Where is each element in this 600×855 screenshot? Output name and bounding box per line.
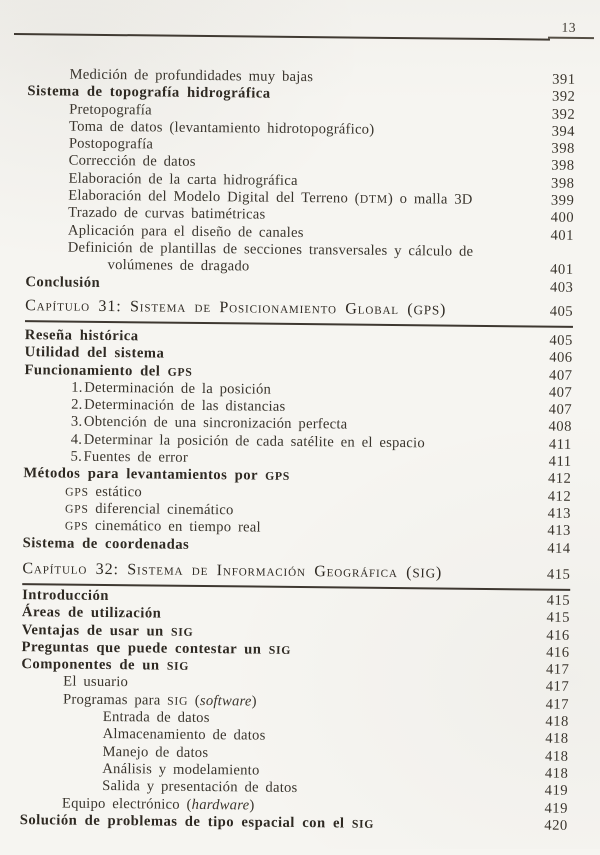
leader-space xyxy=(196,166,539,170)
toc-page-number: 407 xyxy=(548,367,573,384)
entry-text: ) xyxy=(435,564,443,582)
entry-text: ) xyxy=(251,693,257,710)
toc-entry-label xyxy=(22,587,109,605)
entry-text: Capítulo 32: Sistema de Información Geográfica ( xyxy=(22,560,413,582)
entry-text: Solución de problemas de tipo espacial con el xyxy=(19,811,352,832)
entry-text: Toma de datos (levantamiento hidrotopográfico) xyxy=(68,118,375,138)
entry-text: Fuentes de error xyxy=(83,448,189,466)
toc-page-number: 401 xyxy=(550,261,574,279)
toc-entry-label xyxy=(83,449,188,467)
toc-entry-label xyxy=(20,812,375,833)
item-number: 2. xyxy=(71,396,83,413)
entry-text: Sistema de topografía hidrográfica xyxy=(27,83,271,102)
acronym-text: SIG xyxy=(351,817,375,831)
toc-entry-label xyxy=(68,205,265,224)
entry-text: Métodos para levantamientos por xyxy=(23,465,266,485)
leader-space xyxy=(128,687,533,691)
leader-space xyxy=(473,204,539,205)
leader-space xyxy=(374,828,532,830)
toc-page-number: 419 xyxy=(544,800,569,817)
entry-text: Aplicación para el diseño de canales xyxy=(67,222,304,241)
toc-entry-label xyxy=(25,327,139,345)
leader-space xyxy=(189,548,534,552)
header-rule xyxy=(14,33,550,41)
toc-section-hydrographic xyxy=(25,66,575,297)
toc-page-number: 415 xyxy=(546,592,571,609)
entry-text: Determinación de las distancias xyxy=(84,396,286,416)
toc-entry-label xyxy=(84,380,271,399)
entry-text: volúmenes de dragado xyxy=(107,257,250,275)
leader-space xyxy=(188,462,536,466)
leader-space xyxy=(161,618,534,622)
leader-space xyxy=(304,237,538,239)
toc-page-number: 414 xyxy=(547,540,571,557)
toc-page-number: 416 xyxy=(546,627,570,644)
leader-space xyxy=(152,114,539,118)
item-number: 5. xyxy=(70,448,83,465)
leader-space xyxy=(442,578,534,579)
toc-page-number: 411 xyxy=(548,453,572,470)
leader-space xyxy=(261,532,535,535)
toc-entry-label xyxy=(62,795,255,814)
leader-space xyxy=(265,219,538,222)
toc-page-number: 407 xyxy=(548,401,573,419)
acronym-text: SIG xyxy=(268,643,292,657)
toc-page-number: 392 xyxy=(551,88,576,106)
toc-entry-label xyxy=(102,761,259,780)
toc-page-number: 407 xyxy=(548,384,573,401)
italic-text: software xyxy=(199,692,252,710)
entry-text: El usuario xyxy=(63,674,129,691)
leader-space xyxy=(153,149,539,153)
entry-text: Utilidad del sistema xyxy=(24,344,165,362)
folio-rule xyxy=(548,37,594,39)
toc-entry-label xyxy=(22,604,162,623)
item-number: 4. xyxy=(70,431,83,448)
toc-entry-label xyxy=(69,153,196,172)
toc-entry-label xyxy=(65,501,234,520)
toc-page-number: 392 xyxy=(551,106,576,123)
entry-text: Determinar la posición de cada satélite en el espacio xyxy=(83,431,425,452)
toc-entry-label xyxy=(24,362,192,381)
toc-page-number: 400 xyxy=(550,210,575,227)
acronym-text: SIG xyxy=(412,565,436,581)
entry-text: Manejo de datos xyxy=(102,743,209,761)
toc-entry-label xyxy=(63,674,128,692)
leader-space xyxy=(374,134,539,136)
entry-text: ) o malla 3D xyxy=(387,191,473,208)
toc-page-number: 398 xyxy=(551,140,575,158)
entry-text: Determinación de la posición xyxy=(84,379,272,398)
toc-section-sig xyxy=(20,587,571,835)
entry-text: Reseña histórica xyxy=(24,327,139,345)
toc-entry-label xyxy=(103,709,210,727)
entry-text: Almacenamiento de datos xyxy=(102,726,266,745)
entry-text: Trazado de curvas batimétricas xyxy=(68,204,266,224)
entry-text: Postopografía xyxy=(68,135,154,153)
toc-page-number: 417 xyxy=(545,661,570,679)
acronym-text: SIG xyxy=(166,659,190,674)
toc-page-number: 403 xyxy=(549,279,574,296)
toc-page-number: 415 xyxy=(546,609,570,627)
toc-entry-label xyxy=(65,518,261,537)
entry-text: Ventajas de usar un xyxy=(21,621,172,640)
entry-text: Conclusión xyxy=(25,273,101,291)
entry-text: Introducción xyxy=(22,587,110,605)
leader-space xyxy=(347,429,535,431)
toc-entry-label xyxy=(102,744,208,762)
toc-page-number: 401 xyxy=(550,227,575,244)
acronym-text: GPS xyxy=(167,365,193,379)
toc-entry-label xyxy=(23,465,290,485)
toc-entry-label xyxy=(23,535,190,554)
entry-text: ) xyxy=(249,797,255,814)
leader-space xyxy=(298,185,539,188)
toc-entry-label xyxy=(63,691,257,710)
entry-text: ( xyxy=(188,692,201,709)
italic-text: hardware xyxy=(191,796,250,814)
toc-entry-label xyxy=(25,274,100,292)
leader-space xyxy=(193,636,533,640)
acronym-text: SIG xyxy=(170,625,194,639)
entry-text: Funcionamiento del xyxy=(24,361,168,380)
leader-space xyxy=(257,705,533,708)
leader-space xyxy=(271,98,540,101)
toc-entry-label xyxy=(25,344,165,363)
entry-text: Elaboración de la carta hidrográfica xyxy=(68,170,298,189)
toc-entry-label xyxy=(69,136,154,154)
leader-space xyxy=(189,670,533,674)
toc-page-number: 417 xyxy=(545,696,570,713)
leader-space xyxy=(260,775,533,778)
toc-entry-label xyxy=(27,83,270,103)
entry-text: Equipo electrónico ( xyxy=(61,795,192,813)
chapter-31-title xyxy=(25,296,446,320)
entry-text: Medición de profundidades muy bajas xyxy=(69,66,314,86)
entry-text: Entrada de datos xyxy=(102,709,210,727)
toc-page-number: 412 xyxy=(547,488,572,505)
item-number: 1. xyxy=(71,379,83,396)
entry-text: Programas para xyxy=(62,691,168,709)
acronym-text: GPS xyxy=(64,519,89,534)
leader-space xyxy=(285,411,536,414)
leader-space xyxy=(266,740,533,743)
leader-space xyxy=(234,514,535,517)
toc-page-number: 405 xyxy=(549,332,573,349)
leader-space xyxy=(297,792,532,794)
entry-text: Capítulo 31: Sistema de Posicionamiento Global ( xyxy=(25,297,414,319)
toc-entry-label xyxy=(21,656,189,675)
chapter-32-page-number: 415 xyxy=(546,566,571,583)
entry-text: Definición de plantillas de secciones transversales y cálculo de xyxy=(67,239,474,260)
leader-space xyxy=(139,340,537,344)
toc-page-number: 420 xyxy=(544,817,568,834)
acronym-text: SIG xyxy=(167,694,189,708)
toc-entry-label xyxy=(107,257,249,276)
item-number: 3. xyxy=(70,414,83,431)
leader-space xyxy=(271,394,536,397)
acronym-text: GPS xyxy=(65,485,89,499)
toc-page-number: 411 xyxy=(548,436,572,453)
leader-space xyxy=(291,654,534,657)
acronym-text: GPS xyxy=(64,502,89,516)
toc-entry-label xyxy=(103,726,266,745)
leader-space xyxy=(192,375,536,379)
entry-text: Obtención de una sincronización perfecta xyxy=(83,414,348,433)
toc-entry-label xyxy=(69,101,152,119)
toc-page-number: 399 xyxy=(550,192,575,209)
entry-text: Sistema de coordenadas xyxy=(22,534,190,553)
toc-entry-label xyxy=(22,622,194,641)
entry-text: Corrección de datos xyxy=(68,153,196,171)
leader-space xyxy=(254,809,531,812)
entry-text: Pretopografía xyxy=(69,101,152,119)
toc-page-number: 391 xyxy=(552,71,576,88)
toc-entry-label xyxy=(65,483,142,501)
toc-page-number: 398 xyxy=(551,158,575,175)
leader-space xyxy=(249,271,537,274)
entry-text: Análisis y modelamiento xyxy=(102,760,260,779)
toc-page-number: 417 xyxy=(545,679,570,696)
entry-text: estático xyxy=(88,483,143,501)
toc-page-number: 398 xyxy=(550,175,575,192)
leader-space xyxy=(208,757,532,760)
entry-text: Componentes de un xyxy=(21,656,167,674)
entry-text: Salida y presentación de datos xyxy=(102,778,298,797)
toc-page-number: 413 xyxy=(547,522,571,540)
toc-section-gps xyxy=(23,327,573,558)
chapter-31-page-number: 405 xyxy=(549,303,574,320)
toc-page-number: 408 xyxy=(548,419,572,436)
toc-page-number: 413 xyxy=(547,505,572,522)
toc-page-number: 416 xyxy=(546,644,570,661)
entry-text: cinemático en tiempo real xyxy=(88,518,261,536)
leader-space xyxy=(425,447,536,448)
chapter-32-title xyxy=(22,559,442,583)
entry-text: diferencial cinemático xyxy=(88,500,234,519)
leader-space xyxy=(210,722,533,725)
leader-space xyxy=(473,256,573,257)
toc-page-number: 418 xyxy=(544,765,569,782)
leader-space xyxy=(164,358,536,362)
toc-page-number: 394 xyxy=(551,123,576,140)
acronym-text: GPS xyxy=(265,470,291,484)
toc-page-number: 406 xyxy=(549,349,573,367)
toc-page-number: 412 xyxy=(547,470,572,488)
entry-text: Preguntas que puede contestar un xyxy=(21,639,269,658)
leader-space xyxy=(313,81,539,83)
leader-space xyxy=(446,315,537,316)
toc-page-number: 418 xyxy=(545,730,569,748)
leader-space xyxy=(142,496,535,500)
entry-text: Áreas de utilización xyxy=(21,604,162,622)
toc-page-number: 418 xyxy=(544,748,569,765)
page-folio-number: 13 xyxy=(561,19,577,35)
leader-space xyxy=(290,480,535,483)
acronym-text: GPS xyxy=(413,302,441,318)
toc-entry-label xyxy=(84,397,286,416)
chapter-32-heading xyxy=(22,559,570,591)
chapter-31-heading xyxy=(25,296,573,328)
entry-text: ) xyxy=(439,301,447,319)
acronym-text: DTM xyxy=(359,192,388,207)
leader-space xyxy=(109,600,534,604)
toc-page-number: 418 xyxy=(545,713,569,730)
toc-entry-label xyxy=(102,778,298,797)
entry-text: Elaboración del Modelo Digital del Terreno ( xyxy=(68,187,360,207)
leader-space xyxy=(100,286,537,291)
toc-page-number: 419 xyxy=(544,782,569,800)
